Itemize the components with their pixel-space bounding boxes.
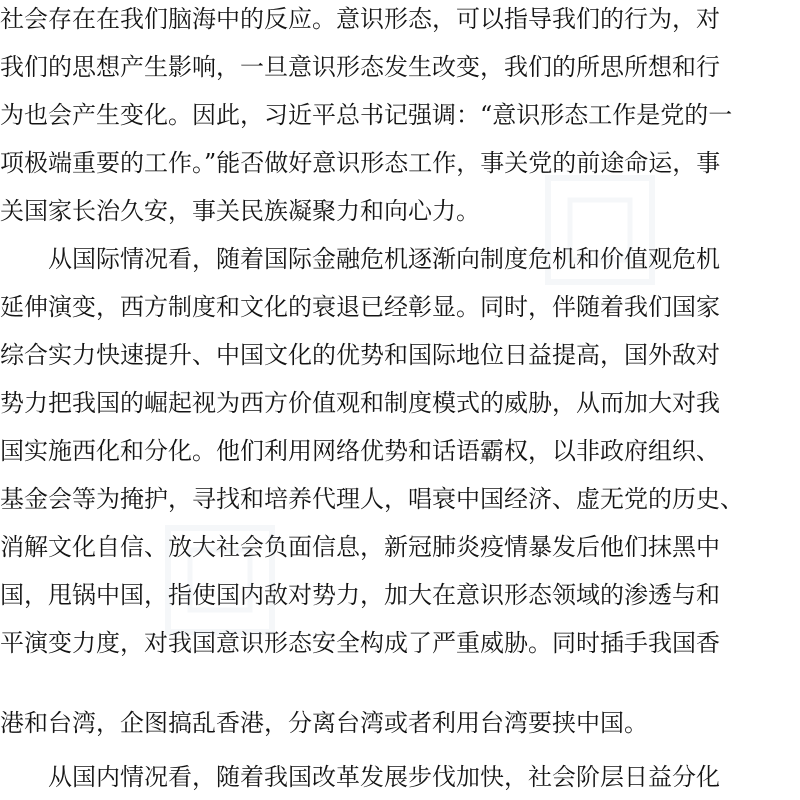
paragraph-line: 消解文化自信、放大社会负面信息，新冠肺炎疫情暴发后他们抹黑中 <box>0 533 720 561</box>
paragraph-line: 势力把我国的崛起视为西方价值观和制度模式的威胁，从而加大对我 <box>0 389 720 417</box>
paragraph-line: 从国内情况看，随着我国改革发展步伐加快，社会阶层日益分化 <box>48 763 720 791</box>
paragraph-line: 国，甩锅中国，指使国内敌对势力，加大在意识形态领域的渗透与和 <box>0 581 720 609</box>
paragraph-line: 为也会产生变化。因此，习近平总书记强调：“意识形态工作是党的一 <box>0 101 733 129</box>
paragraph-line: 关国家长治久安，事关民族凝聚力和向心力。 <box>0 197 480 225</box>
paragraph-line: 我们的思想产生影响，一旦意识形态发生改变，我们的所思所想和行 <box>0 53 720 81</box>
paragraph-line: 平演变力度，对我国意识形态安全构成了严重威胁。同时插手我国香 <box>0 629 720 657</box>
paragraph-line: 基金会等为掩护，寻找和培养代理人，唱衰中国经济、虚无党的历史、 <box>0 485 744 513</box>
paragraph-line: 港和台湾，企图搞乱香港，分离台湾或者利用台湾要挟中国。 <box>0 709 648 737</box>
paragraph-line: 从国际情况看，随着国际金融危机逐渐向制度危机和价值观危机 <box>48 245 720 273</box>
paragraph-line: 综合实力快速提升、中国文化的优势和国际地位日益提高，国外敌对 <box>0 341 720 369</box>
paragraph-line: 社会存在在我们脑海中的反应。意识形态，可以指导我们的行为，对 <box>0 5 720 33</box>
paragraph-line: 项极端重要的工作。”能否做好意识形态工作，事关党的前途命运，事 <box>0 149 721 177</box>
paragraph-line: 国实施西化和分化。他们利用网络优势和话语霸权，以非政府组织、 <box>0 437 720 465</box>
paragraph-line: 延伸演变，西方制度和文化的衰退已经彰显。同时，伴随着我们国家 <box>0 293 720 321</box>
